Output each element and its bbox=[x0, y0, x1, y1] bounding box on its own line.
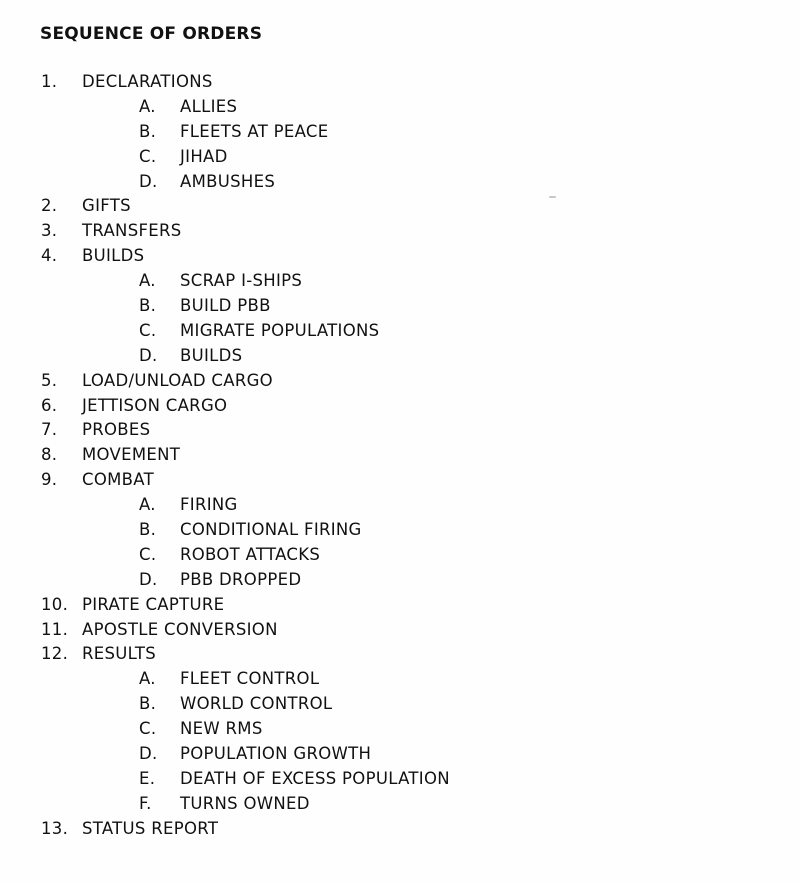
sub-order-label: NEW RMS bbox=[180, 719, 263, 739]
order-number: 8. bbox=[41, 445, 58, 465]
sub-order-letter: D. bbox=[139, 744, 158, 764]
order-number: 4. bbox=[41, 246, 58, 266]
order-label: GIFTS bbox=[82, 196, 131, 216]
sub-order-label: WORLD CONTROL bbox=[180, 694, 333, 714]
order-number: 10. bbox=[41, 594, 69, 614]
order-number: 5. bbox=[41, 370, 58, 390]
sub-order-letter: C. bbox=[139, 719, 157, 739]
sub-order-item bbox=[0, 543, 800, 568]
order-number: 7. bbox=[41, 420, 58, 440]
sub-order-label: BUILDS bbox=[180, 345, 243, 365]
order-label: PIRATE CAPTURE bbox=[82, 594, 225, 614]
sub-order-letter: D. bbox=[139, 569, 158, 589]
order-item bbox=[0, 194, 800, 219]
order-item bbox=[0, 369, 800, 394]
order-label: MOVEMENT bbox=[82, 445, 181, 465]
order-label: JETTISON CARGO bbox=[82, 395, 228, 415]
sub-order-label: AMBUSHES bbox=[180, 171, 276, 191]
sub-order-item bbox=[0, 792, 800, 817]
order-number: 9. bbox=[41, 470, 58, 490]
order-number: 11. bbox=[41, 619, 69, 639]
sub-order-letter: A. bbox=[139, 271, 156, 291]
sub-order-letter: E. bbox=[139, 768, 156, 788]
order-item bbox=[0, 642, 800, 667]
sub-order-item bbox=[0, 667, 800, 692]
sub-order-letter: A. bbox=[139, 96, 156, 116]
order-item bbox=[0, 618, 800, 643]
sub-order-letter: D. bbox=[139, 345, 158, 365]
sub-order-letter: C. bbox=[139, 544, 157, 564]
sub-order-label: FLEET CONTROL bbox=[180, 669, 320, 689]
sub-order-label: SCRAP I-SHIPS bbox=[180, 271, 303, 291]
sub-order-label: FLEETS AT PEACE bbox=[180, 121, 329, 141]
sub-order-label: ALLIES bbox=[180, 96, 238, 116]
order-item bbox=[0, 443, 800, 468]
sub-order-item bbox=[0, 145, 800, 170]
sub-order-letter: C. bbox=[139, 320, 157, 340]
sub-order-item bbox=[0, 692, 800, 717]
order-label: COMBAT bbox=[82, 470, 154, 490]
order-label: TRANSFERS bbox=[82, 221, 182, 241]
sub-order-letter: A. bbox=[139, 495, 156, 515]
sub-order-label: BUILD PBB bbox=[180, 296, 271, 316]
order-item bbox=[0, 70, 800, 95]
sub-order-label: CONDITIONAL FIRING bbox=[180, 520, 362, 540]
sub-order-item bbox=[0, 95, 800, 120]
sub-order-letter: B. bbox=[139, 520, 157, 540]
sub-order-label: DEATH OF EXCESS POPULATION bbox=[180, 768, 450, 788]
sub-order-letter: A. bbox=[139, 669, 156, 689]
sub-order-item bbox=[0, 742, 800, 767]
order-label: LOAD/UNLOAD CARGO bbox=[82, 370, 273, 390]
orders-outline bbox=[0, 70, 800, 842]
sub-order-letter: D. bbox=[139, 171, 158, 191]
scan-speck bbox=[549, 196, 556, 198]
order-number: 2. bbox=[41, 196, 58, 216]
order-item bbox=[0, 244, 800, 269]
sub-order-item bbox=[0, 568, 800, 593]
order-item bbox=[0, 593, 800, 618]
sub-order-item bbox=[0, 767, 800, 792]
order-item bbox=[0, 468, 800, 493]
sub-order-letter: B. bbox=[139, 121, 157, 141]
sub-order-item bbox=[0, 518, 800, 543]
order-number: 6. bbox=[41, 395, 58, 415]
order-item bbox=[0, 817, 800, 842]
order-number: 3. bbox=[41, 221, 58, 241]
sub-order-item bbox=[0, 170, 800, 195]
sub-order-item bbox=[0, 269, 800, 294]
order-number: 13. bbox=[41, 818, 69, 838]
sub-order-item bbox=[0, 493, 800, 518]
sub-order-label: MIGRATE POPULATIONS bbox=[180, 320, 380, 340]
order-item bbox=[0, 394, 800, 419]
sub-order-letter: B. bbox=[139, 694, 157, 714]
sub-order-letter: C. bbox=[139, 146, 157, 166]
order-number: 12. bbox=[41, 644, 69, 664]
order-item bbox=[0, 418, 800, 443]
order-label: APOSTLE CONVERSION bbox=[82, 619, 278, 639]
sub-order-label: POPULATION GROWTH bbox=[180, 744, 372, 764]
order-label: STATUS REPORT bbox=[82, 818, 219, 838]
sub-order-letter: B. bbox=[139, 296, 157, 316]
sub-order-label: ROBOT ATTACKS bbox=[180, 544, 321, 564]
sub-order-label: JIHAD bbox=[180, 146, 228, 166]
sub-order-label: FIRING bbox=[180, 495, 238, 515]
page-title: SEQUENCE OF ORDERS bbox=[40, 24, 263, 44]
order-label: RESULTS bbox=[82, 644, 157, 664]
order-number: 1. bbox=[41, 72, 58, 91]
sub-order-item bbox=[0, 344, 800, 369]
order-label: PROBES bbox=[82, 420, 151, 440]
order-label: DECLARATIONS bbox=[82, 72, 213, 91]
order-item bbox=[0, 219, 800, 244]
sub-order-letter: F. bbox=[139, 793, 152, 813]
sub-order-item bbox=[0, 717, 800, 742]
sub-order-item bbox=[0, 120, 800, 145]
order-label: BUILDS bbox=[82, 246, 145, 266]
sub-order-label: TURNS OWNED bbox=[180, 793, 310, 813]
sub-order-item bbox=[0, 294, 800, 319]
sub-order-label: PBB DROPPED bbox=[180, 569, 302, 589]
sub-order-item bbox=[0, 319, 800, 344]
